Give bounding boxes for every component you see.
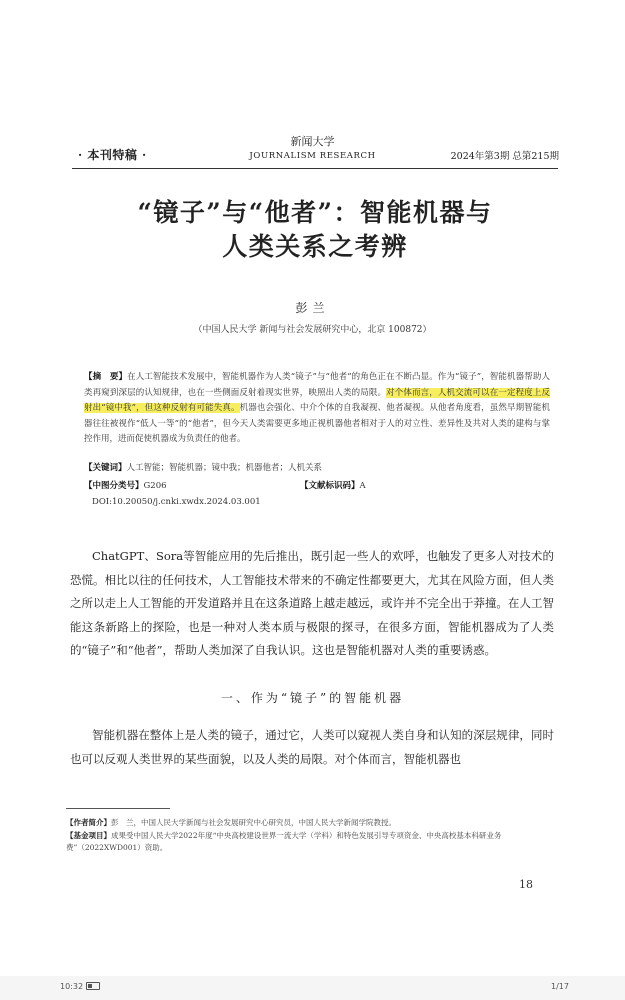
classification-number — [84, 479, 167, 491]
footnote-fund-label: 【基金项目】 — [66, 831, 111, 840]
body-paragraph-2 — [70, 724, 554, 771]
section-heading: 一、作为“镜子”的智能机器 — [220, 691, 405, 705]
footnote-author-label: 【作者简介】 — [66, 818, 111, 827]
header-divider — [72, 168, 558, 169]
abstract-text-end: 机器也会强化、中介个体的自我凝视、他者凝视。从他者角度看，虽然早期智能机器往往被视作“低人一等”的“他者”，但今天人类需要更多地正视机器他者相对于人的对立性、差异性及共对人类的建构与掌控作用，进而促使机器成为负责任的他者。 — [84, 403, 550, 445]
column-tag: · 本刊特稿 · — [78, 148, 147, 162]
document-code-value: A — [359, 481, 366, 491]
body-paragraph-2-text: 智能机器在整体上是人类的镜子，通过它，人类可以窥视人类自身和认知的深层规律，同时也可以反观人类世界的某些面貌，以及人类的局限。对个体而言，智能机器也 — [70, 728, 554, 766]
author-affiliation: （中国人民大学 新闻与社会发展研究中心，北京 100872） — [193, 325, 432, 335]
title-line-2: 人类关系之考辨 — [222, 232, 408, 261]
footnote-fund-text: 成果受中国人民大学2022年度“中央高校建设世界一流大学（学科）和特色发展引导专项资金、中央高校基本科研业务费”（2022XWD001）资助。 — [66, 831, 502, 852]
classification-label: 【中图分类号】 — [84, 481, 144, 491]
document-code — [300, 479, 366, 491]
abstract-label: 【摘 要】 — [84, 372, 128, 382]
doi: DOI:10.20050/j.cnki.xwdx.2024.03.001 — [92, 497, 261, 507]
abstract-highlight[interactable]: 对个体而言，人机交流可以在一定程度上反射出“镜中我”，但这种反射有可能失真。 — [84, 387, 550, 414]
body-paragraph-1 — [70, 545, 554, 663]
abstract — [84, 370, 550, 448]
footnote-author-text: 彭 兰，中国人民大学新闻与社会发展研究中心研究员，中国人民大学新闻学院教授。 — [111, 818, 396, 827]
title-line-1: “镜子”与“他者”：智能机器与 — [137, 198, 493, 227]
footnote-fund — [66, 830, 548, 854]
status-time: 10:32 — [60, 982, 84, 991]
page-indicator[interactable]: 1/17 — [551, 982, 569, 991]
issue-info: 2024年第3期 总第215期 — [450, 151, 559, 162]
abstract-text-start: 在人工智能技术发展中，智能机器作为人类“镜子”与“他者”的角色正在不断凸显。作为“镜子”，智能机器帮助人类再窥到深层的认知规律，也在一些侧面反射着现实世界，映照出人类的局限。 — [84, 372, 550, 398]
page-number: 18 — [519, 878, 533, 891]
keywords-label: 【关键词】 — [84, 463, 127, 473]
classification-value: G206 — [143, 481, 167, 491]
footnote-author — [66, 817, 548, 829]
journal-name-cn: 新闻大学 — [290, 135, 335, 148]
document-code-label: 【文献标识码】 — [300, 481, 360, 491]
author-name: 彭兰 — [295, 301, 330, 315]
footnote-divider — [66, 808, 170, 809]
article-title — [60, 196, 570, 264]
body-paragraph-1-text: ChatGPT、Sora等智能应用的先后推出，既引起一些人的欢呼，也触发了更多人对技术的恐慌。相比以往的任何技术，人工智能技术带来的不确定性都要更大，尤其在风险方面，但人类之所以走上人工智能的开发道路并且在这条道路上越走越远，或许并不完全出于莽撞。在人工智能这条新路上的探险，也是一种对人类本质与极限的探寻，在很多方面，智能机器成为了人类的“镜子”和“他者”，帮助人类加深了自我认识。这也是智能机器对人类的重要诱惑。 — [70, 549, 554, 657]
keywords-text: 人工智能；智能机器；镜中我；机器他者；人机关系 — [126, 463, 323, 473]
keywords — [84, 461, 322, 473]
journal-name-en: JOURNALISM RESEARCH — [249, 151, 376, 161]
battery-icon — [86, 982, 100, 990]
